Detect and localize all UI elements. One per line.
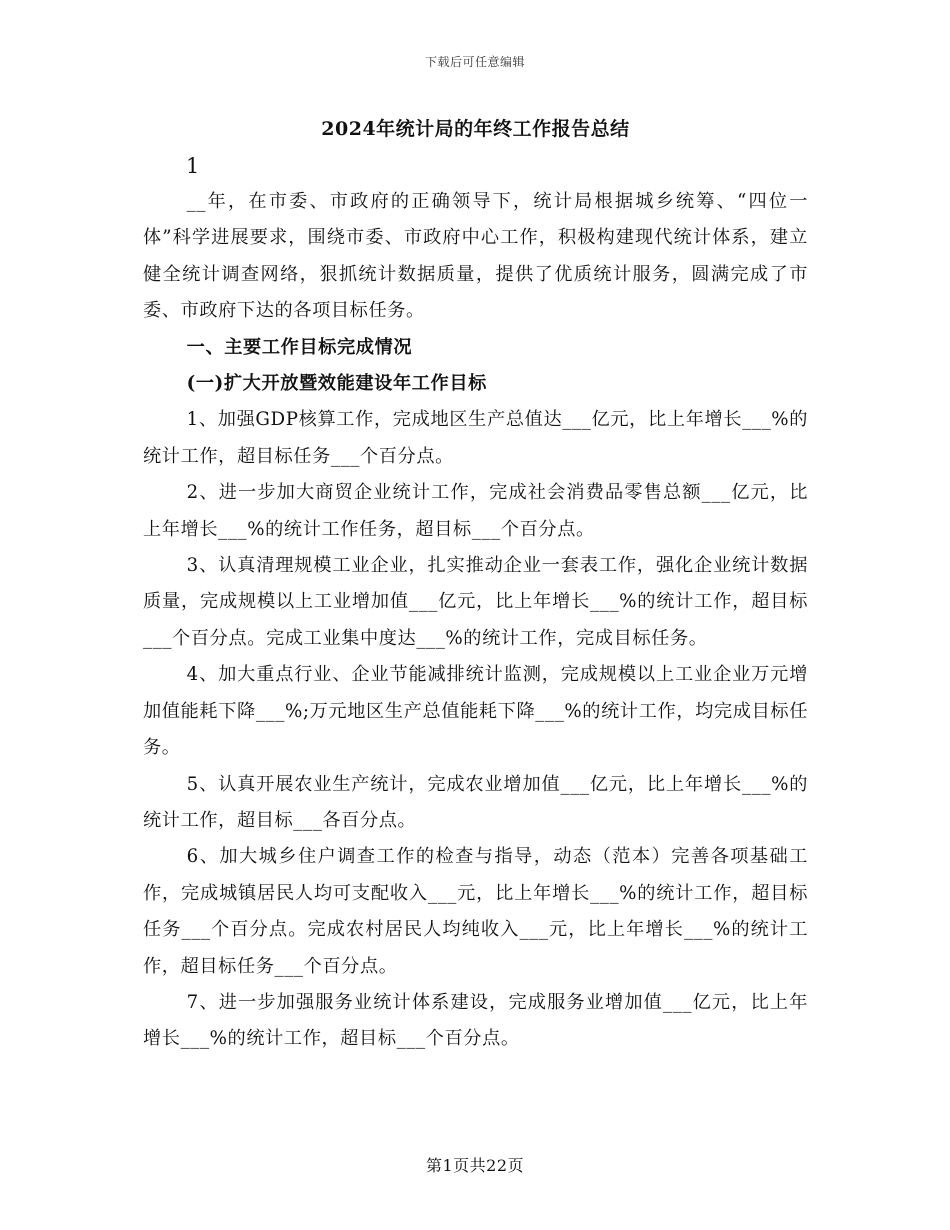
number-line: 1 <box>186 154 200 178</box>
page-footer: 第1页共22页 <box>425 1156 525 1175</box>
list-item: 5、认真开展农业生产统计，完成农业增加值___亿元，比上年增长___%的统计工作，超目标___各百分点。 <box>143 773 808 831</box>
list-item: 4、加大重点行业、企业节能减排统计监测，完成规模以上工业企业万元增加值能耗下降___%;万元地区生产总值能耗下降___%的统计工作，均完成目标任务。 <box>143 664 808 759</box>
list-item: 1、加强GDP核算工作，完成地区生产总值达___亿元，比上年增长___%的统计工作，超目标任务___个百分点。 <box>143 409 808 467</box>
document-title: 2024年统计局的年终工作报告总结 <box>321 118 630 140</box>
header-note: 下载后可任意编辑 <box>424 55 525 69</box>
list-item: 6、加大城乡住户调查工作的检查与指导，动态（范本）完善各项基础工作，完成城镇居民人均可支配收入___元，比上年增长___%的统计工作，超目标任务___个百分点。完成农村居民人均纯收入___元，比上年增长___%的统计工作，超目标任务___个百分点。 <box>143 846 808 977</box>
intro-paragraph: __年，在市委、市政府的正确领导下，统计局根据城乡统筹、“四位一体”科学进展要求，围绕市委、市政府中心工作，积极构建现代统计体系，建立健全统计调查网络，狠抓统计数据质量，提供了优质统计服务，圆满完成了市委、市政府下达的各项目标任务。 <box>143 191 808 322</box>
section-heading: 一、主要工作目标完成情况 <box>186 336 413 358</box>
list-item: 2、进一步加大商贸企业统计工作，完成社会消费品零售总额___亿元，比上年增长___%的统计工作任务，超目标___个百分点。 <box>143 482 808 540</box>
document-body <box>143 112 808 1058</box>
subsection-heading: (一)扩大开放暨效能建设年工作目标 <box>186 373 487 395</box>
list-item: 3、认真清理规模工业企业，扎实推动企业一套表工作，强化企业统计数据质量，完成规模以上工业增加值___亿元，比上年增长___%的统计工作，超目标___个百分点。完成工业集中度达___%的统计工作，完成目标任务。 <box>143 555 808 649</box>
list-item: 7、进一步加强服务业统计体系建设，完成服务业增加值___亿元，比上年增长___%的统计工作，超目标___个百分点。 <box>143 991 808 1050</box>
